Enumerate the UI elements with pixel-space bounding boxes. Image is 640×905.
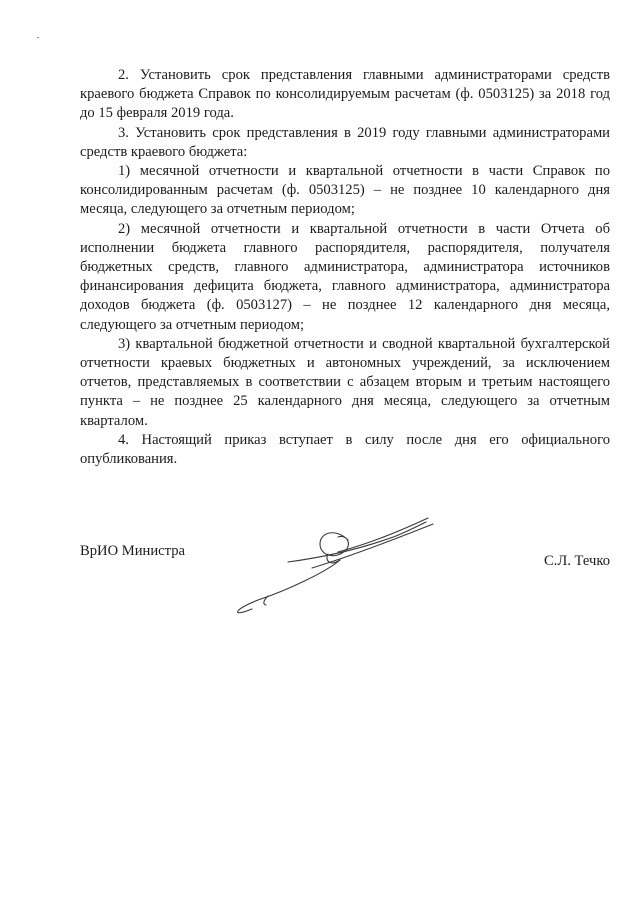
paragraph-subitem-3: 3) квартальной бюджетной отчетности и сводной квартальной бухгалтерской отчетности краевых бюджетных и автономных учреждений, за исключением отчетов, представляемых в соответствии с абзацем вторым и третьим настоящего пункта – не позднее 25 календарного дня месяца, следующего за отчетным кварталом. (80, 335, 610, 429)
paragraph-subitem-2: 2) месячной отчетности и квартальной отчетности в части Отчета об исполнении бюджета главного распорядителя, распорядителя, получателя бюджетных средств, главного администратора, администратора источников финансирования дефицита бюджета, главного администратора, администратора доходов бюджета (ф. 0503127) – не позднее 12 календарного дня месяца, следующего за отчетным периодом; (80, 220, 610, 333)
signer-title: ВрИО Министра (80, 543, 185, 559)
paragraph-item-3: 3. Установить срок представления в 2019 году главными администраторами средств краевого бюджета: (80, 124, 610, 160)
paragraph-item-4: 4. Настоящий приказ вступает в силу после дня его официального опубликования. (80, 431, 610, 468)
scan-speck (37, 37, 39, 38)
paragraph-subitem-1: 1) месячной отчетности и квартальной отчетности в части Справок по консолидированным расчетам (ф. 0503125) – не позднее 10 календарного дня месяца, следующего за отчетным периодом; (80, 163, 610, 218)
document-body (80, 66, 610, 469)
handwritten-signature (228, 510, 438, 620)
paragraph-item-2: 2. Установить срок представления главными администраторами средств краевого бюджета Справок по консолидируемым расчетам (ф. 0503125) за 2018 год до 15 февраля 2019 года. (80, 67, 610, 122)
signer-name: С.Л. Течко (543, 553, 610, 569)
